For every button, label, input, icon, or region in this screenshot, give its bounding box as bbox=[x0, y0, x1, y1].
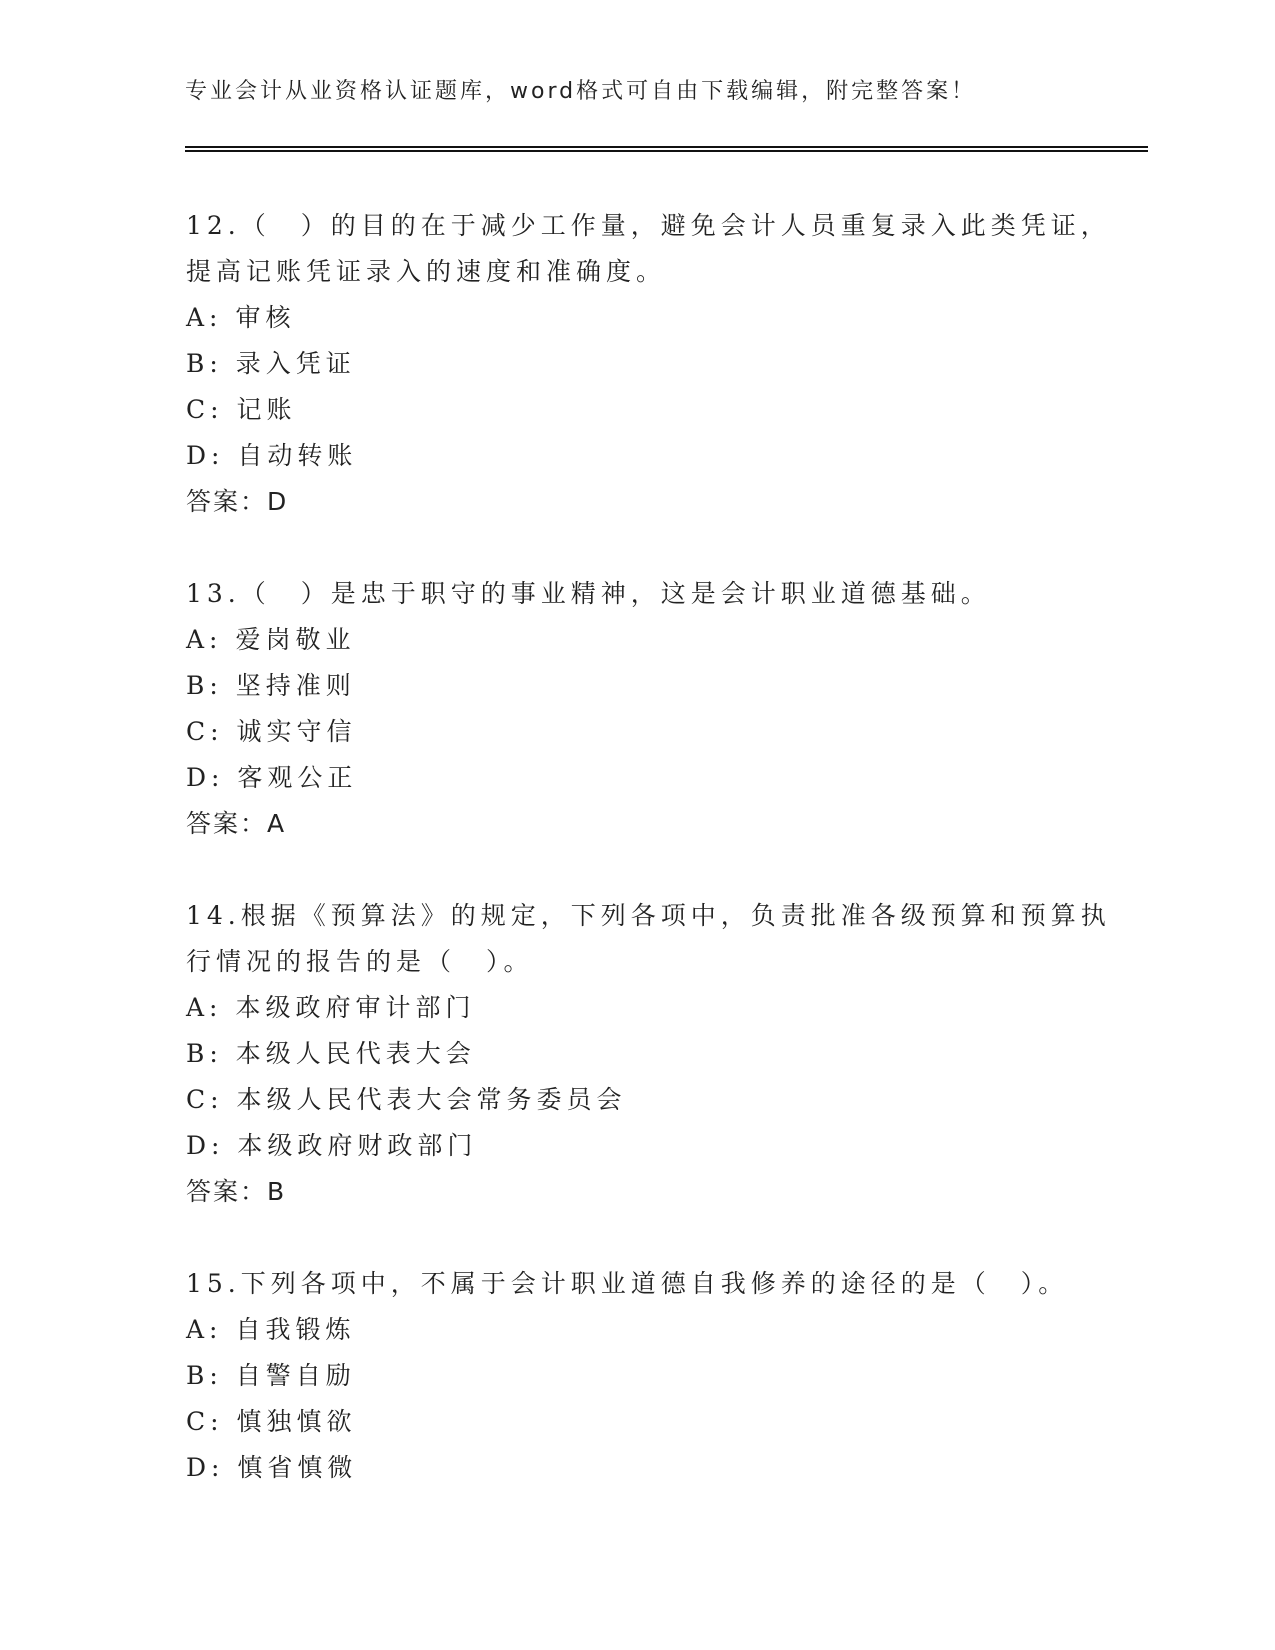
question-list bbox=[186, 203, 1116, 1537]
option-text: 客观公正 bbox=[237, 763, 358, 792]
question-12 bbox=[186, 203, 1116, 525]
option-letter: C: bbox=[186, 395, 224, 424]
option-text: 本级政府审计部门 bbox=[235, 993, 476, 1022]
option-a bbox=[186, 295, 1116, 341]
option-d bbox=[186, 1123, 1116, 1169]
question-14 bbox=[186, 893, 1116, 1215]
question-stem bbox=[186, 1261, 1116, 1307]
option-text: 诚实守信 bbox=[236, 717, 357, 746]
option-text: 慎省慎微 bbox=[237, 1453, 358, 1482]
option-d bbox=[186, 433, 1116, 479]
option-letter: A: bbox=[186, 303, 223, 332]
option-text: 本级人民代表大会 bbox=[235, 1039, 476, 1068]
question-stem bbox=[186, 893, 1116, 985]
option-text: 慎独慎欲 bbox=[236, 1407, 357, 1436]
option-letter: C: bbox=[186, 717, 224, 746]
option-d bbox=[186, 1445, 1116, 1491]
answer-line bbox=[186, 479, 1116, 525]
option-text: 录入凭证 bbox=[235, 349, 356, 378]
option-a bbox=[186, 617, 1116, 663]
question-number: 12. bbox=[186, 211, 241, 240]
question-stem bbox=[186, 203, 1116, 295]
option-letter: B: bbox=[186, 1039, 223, 1068]
option-c bbox=[186, 1399, 1116, 1445]
option-text: 审核 bbox=[235, 303, 296, 332]
header-divider bbox=[185, 146, 1148, 152]
option-b bbox=[186, 663, 1116, 709]
answer-value: A bbox=[267, 809, 287, 838]
header-text: 专业会计从业资格认证题库，word格式可自由下载编辑，附完整答案！ bbox=[185, 79, 977, 104]
option-b bbox=[186, 341, 1116, 387]
option-letter: D: bbox=[186, 1131, 225, 1160]
question-number: 15. bbox=[186, 1269, 241, 1298]
question-stem bbox=[186, 571, 1116, 617]
option-letter: C: bbox=[186, 1407, 224, 1436]
option-letter: D: bbox=[186, 763, 225, 792]
option-letter: A: bbox=[186, 625, 223, 654]
question-text: （ ）是忠于职守的事业精神，这是会计职业道德基础。 bbox=[240, 579, 991, 608]
option-text: 记账 bbox=[236, 395, 297, 424]
option-letter: D: bbox=[186, 441, 225, 470]
option-text: 坚持准则 bbox=[235, 671, 356, 700]
option-letter: D: bbox=[186, 1453, 225, 1482]
answer-value: D bbox=[267, 487, 289, 516]
question-13 bbox=[186, 571, 1116, 847]
question-15 bbox=[186, 1261, 1116, 1491]
question-number: 13. bbox=[186, 579, 241, 608]
option-text: 爱岗敬业 bbox=[235, 625, 356, 654]
page-header bbox=[185, 72, 1145, 112]
option-letter: B: bbox=[186, 1361, 223, 1390]
option-c bbox=[186, 387, 1116, 433]
option-c bbox=[186, 709, 1116, 755]
option-letter: C: bbox=[186, 1085, 224, 1114]
option-b bbox=[186, 1031, 1116, 1077]
answer-line bbox=[186, 1169, 1116, 1215]
question-text: （ ）的目的在于减少工作量，避免会计人员重复录入此类凭证，提高记账凭证录入的速度和准确度。 bbox=[186, 211, 1111, 286]
option-letter: A: bbox=[186, 993, 223, 1022]
answer-line bbox=[186, 801, 1116, 847]
option-d bbox=[186, 755, 1116, 801]
answer-label: 答案： bbox=[186, 809, 268, 838]
option-letter: B: bbox=[186, 349, 223, 378]
option-b bbox=[186, 1353, 1116, 1399]
option-letter: A: bbox=[186, 1315, 223, 1344]
option-a bbox=[186, 985, 1116, 1031]
option-a bbox=[186, 1307, 1116, 1353]
option-text: 自动转账 bbox=[237, 441, 358, 470]
question-text: 根据《预算法》的规定，下列各项中，负责批准各级预算和预算执行情况的报告的是（ ）。 bbox=[186, 901, 1111, 976]
question-text: 下列各项中，不属于会计职业道德自我修养的途径的是（ ）。 bbox=[240, 1269, 1069, 1298]
option-text: 自我锻炼 bbox=[235, 1315, 356, 1344]
option-letter: B: bbox=[186, 671, 223, 700]
option-text: 本级人民代表大会常务委员会 bbox=[236, 1085, 627, 1114]
question-number: 14. bbox=[186, 901, 241, 930]
answer-value: B bbox=[267, 1177, 287, 1206]
option-c bbox=[186, 1077, 1116, 1123]
answer-label: 答案： bbox=[186, 487, 268, 516]
option-text: 本级政府财政部门 bbox=[237, 1131, 478, 1160]
answer-label: 答案： bbox=[186, 1177, 268, 1206]
option-text: 自警自励 bbox=[235, 1361, 356, 1390]
